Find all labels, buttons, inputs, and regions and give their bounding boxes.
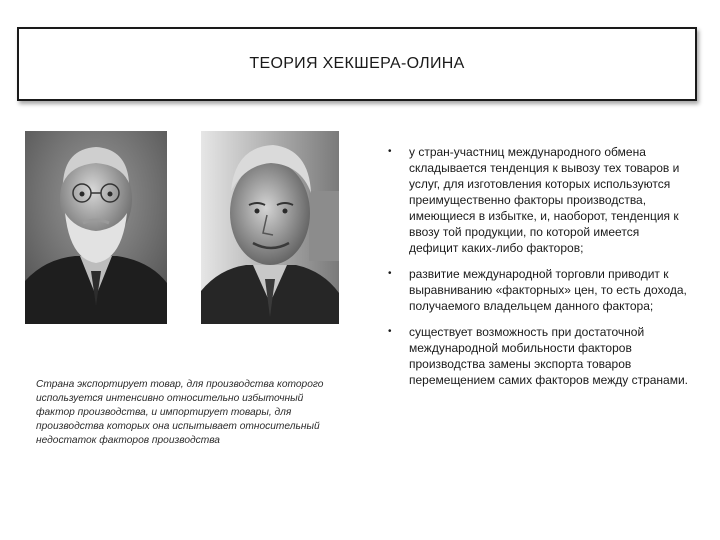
bullet-icon: • <box>388 326 392 337</box>
list-item-text: развитие международной торговли приводит к выравниванию «факторных» цен, то есть дохода, получаемого владельцем данного фактора; <box>409 267 687 313</box>
theory-summary-caption: Страна экспортирует товар, для производства которого используется интенсивно относительно избыточный фактор производства, и импортирует товары, для производства которых она испытывает относительный недостаток факторов производства <box>36 379 324 446</box>
list-item-text: у стран-участниц международного обмена складывается тенденция к вывозу тех товаров и услуг, для изготовления которых используются преимущественно факторы производства, имеющиеся в избытке, и, наоборот, тенденция к ввозу той продукции, по которой имеется дефицит каких-либо факторов; <box>409 145 680 255</box>
bullet-icon: • <box>388 268 392 279</box>
bullet-icon: • <box>388 146 392 157</box>
list-item <box>388 324 688 388</box>
title-box <box>17 27 697 101</box>
portrait-ohlin-image <box>201 131 339 324</box>
list-item <box>388 144 688 256</box>
list-item <box>388 266 688 314</box>
theory-points-list <box>388 144 688 398</box>
portrait-ohlin-photo <box>201 131 339 324</box>
list-item-text: существует возможность при достаточной международной мобильности факторов производства замены экспорта товаров перемещением самих факторов между странами. <box>409 325 689 387</box>
portrait-heckscher-photo <box>25 131 167 324</box>
portrait-heckscher-image <box>25 131 167 324</box>
slide-title: ТЕОРИЯ ХЕКШЕРА-ОЛИНА <box>249 55 465 72</box>
